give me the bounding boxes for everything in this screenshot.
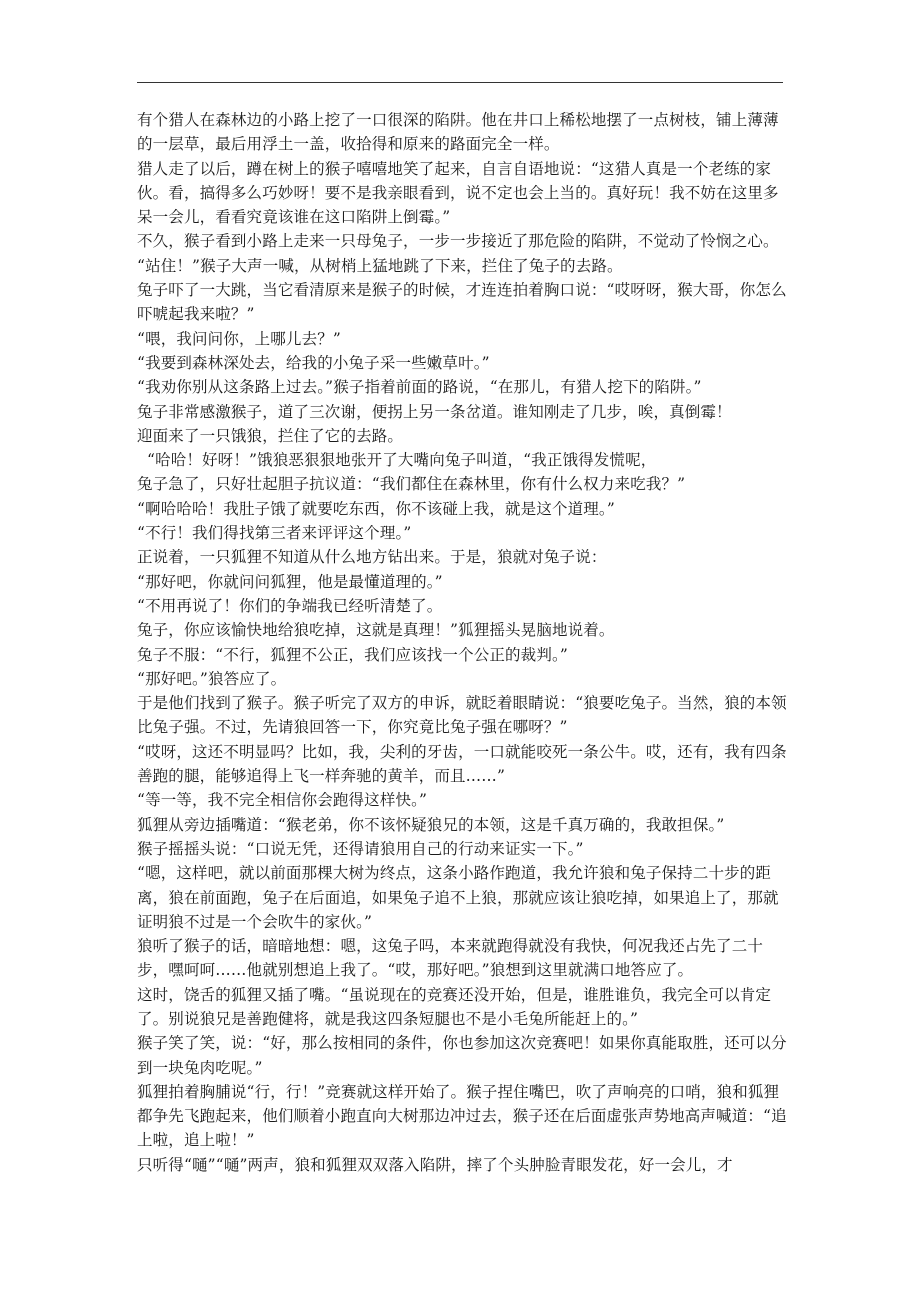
paragraph: 兔子急了，只好壮起胆子抗议道：“我们都住在森林里，你有什么权力来吃我？” [137,475,686,494]
paragraph: “哈哈！好呀！”饿狼恶狠狠地张开了大嘴向兔子叫道，“我正饿得发慌呢， [147,451,657,470]
paragraph: 狐狸拍着胸脯说“行，行！”竞赛就这样开始了。猴子捏住嘴巴，吹了声响亮的口哨，狼和狐狸都争先飞跑起来，他们顺着小跑直向大树那边冲过去，猴子还在后面虚张声势地高声喊道：“追上啦，追上啦！” [137,1082,787,1150]
paragraph: 正说着，一只狐狸不知道从什么地方钻出来。于是，狼就对兔子说： [137,548,607,567]
story-text [137,108,787,1177]
paragraph: 兔子吓了一大跳，当它看清原来是猴子的时候，才连连拍着胸口说：“哎呀呀，猴大哥，你怎么吓唬起我来啦？” [137,281,787,324]
paragraph: 猴子笑了笑，说：“好，那么按相同的条件，你也参加这次竞赛吧！如果你真能取胜，还可以分到一块兔肉吃呢。” [137,1034,787,1077]
paragraph: 兔子不服：“不行，狐狸不公正，我们应该找一个公正的裁判。” [137,645,568,664]
paragraph: “那好吧，你就问问狐狸，他是最懂道理的。” [137,572,443,591]
paragraph: “啊哈哈哈！我肚子饿了就要吃东西，你不该碰上我，就是这个道理。” [137,499,615,518]
paragraph: 迎面来了一只饿狼，拦住了它的去路。 [137,426,404,445]
paragraph: 兔子，你应该愉快地给狼吃掉，这就是真理！”狐狸摇头晃脑地说着。 [137,621,615,640]
header-rule [137,82,783,83]
paragraph: “我要到森林深处去，给我的小兔子采一些嫩草叶。” [137,353,490,372]
paragraph: “那好吧。”狼答应了。 [137,669,287,688]
paragraph: “等一等，我不完全相信你会跑得这样快。” [137,791,428,810]
paragraph: 只听得“嗵”“嗵”两声，狼和狐狸双双落入陷阱，摔了个头肿脸青眼发花，好一会儿，才 [137,1155,733,1174]
paragraph: “喂，我问问你，上哪儿去？” [137,329,341,348]
paragraph: “我劝你别从这条路上过去。”猴子指着前面的路说，“在那儿，有猎人挖下的陷阱。” [137,378,702,397]
paragraph: 猎人走了以后，蹲在树上的猴子嘻嘻地笑了起来，自言自语地说：“这猎人真是一个老练的家伙。看，搞得多么巧妙呀！要不是我亲眼看到，说不定也会上当的。真好玩！我不妨在这里多呆一会儿，看看究竟该谁在这口陷阱上倒霉。” [137,159,779,227]
paragraph: 兔子非常感激猴子，道了三次谢，便拐上另一条岔道。谁知刚走了几步，唉，真倒霉！ [137,402,732,421]
paragraph: 狐狸从旁边插嘴道：“猴老弟，你不该怀疑狼兄的本领，这是千真万确的，我敢担保。” [137,815,725,834]
paragraph: “嗯，这样吧，就以前面那棵大树为终点，这条小路作跑道，我允许狼和兔子保持二十步的距离，狼在前面跑，兔子在后面追，如果兔子追不上狼，那就应该让狼吃掉，如果追上了，那就证明狼不过是一个会吹牛的家伙。” [137,864,779,931]
paragraph: “不用再说了！你们的争端我已经听清楚了。 [137,596,443,615]
paragraph: 有个猎人在森林边的小路上挖了一口很深的陷阱。他在井口上稀松地摆了一点树枝，铺上薄薄的一层草，最后用浮土一盖，收拾得和原来的路面完全一样。 [137,111,779,154]
paragraph: “不行！我们得找第三者来评评这个理。” [137,524,412,543]
paragraph: “哎呀，这还不明显吗？比如，我，尖利的牙齿，一口就能咬死一条公牛。哎，还有，我有四条善跑的腿，能够追得上飞一样奔驰的黄羊，而且……” [137,742,787,786]
paragraph: 这时，饶舌的狐狸又插了嘴。“虽说现在的竞赛还没开始，但是，谁胜谁负，我完全可以肯定了。别说狼兄是善跑健将，就是我这四条短腿也不是小毛兔所能赶上的。” [137,985,772,1028]
paragraph: 于是他们找到了猴子。猴子听完了双方的申诉，就眨着眼睛说：“狼要吃兔子。当然，狼的本领比兔子强。不过，先请狼回答一下，你究竟比兔子强在哪呀？” [137,694,787,737]
paragraph: 狼听了猴子的话，暗暗地想：嗯，这兔子吗，本来就跑得就没有我快，何况我还占先了二十步，嘿呵呵……他就别想追上我了。“哎，那好吧。”狼想到这里就满口地答应了。 [137,937,764,980]
paragraph: “站住！”猴子大声一喊，从树梢上猛地跳了下来，拦住了兔子的去路。 [137,256,623,275]
paragraph: 不久，猴子看到小路上走来一只母兔子，一步一步接近了那危险的陷阱，不觉动了怜悯之心。 [137,232,779,251]
paragraph: 猴子摇摇头说：“口说无凭，还得请狼用自己的行动来证实一下。” [137,839,584,858]
